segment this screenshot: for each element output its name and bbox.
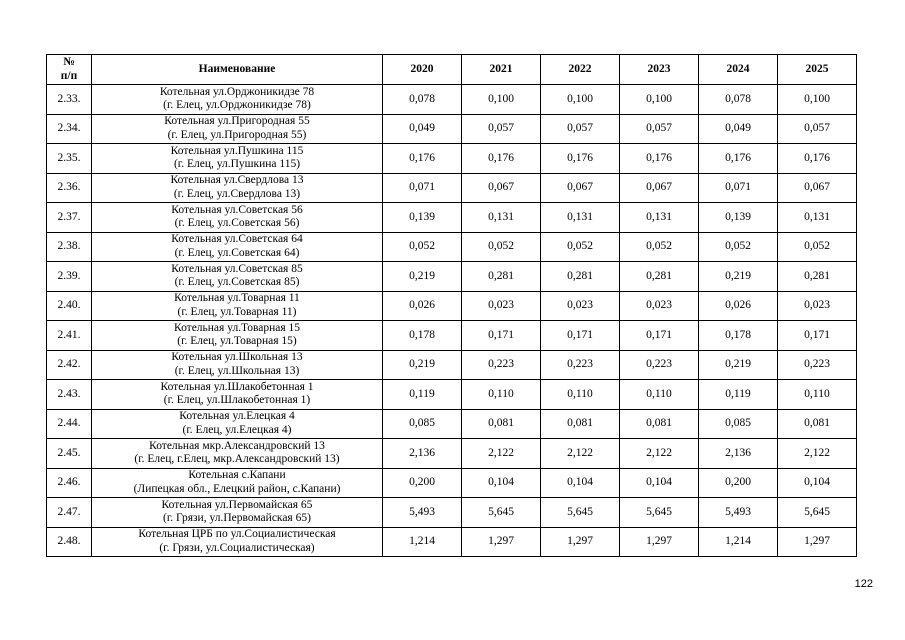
row-value-2024: 0,026 xyxy=(699,291,778,321)
table-row xyxy=(47,380,857,410)
row-value-2022: 0,052 xyxy=(541,232,620,262)
row-value-2024: 0,085 xyxy=(699,409,778,439)
row-value-2024: 0,176 xyxy=(699,144,778,174)
row-value-2023: 0,057 xyxy=(620,114,699,144)
row-name-address: (г. Елец, ул.Школьная 13) xyxy=(174,364,300,377)
row-name-address: (г. Грязи, ул.Социалистическая) xyxy=(159,541,315,554)
row-number: 2.44. xyxy=(47,409,92,439)
table-row xyxy=(47,350,857,380)
row-value-2020: 0,176 xyxy=(383,144,462,174)
row-value-2022: 5,645 xyxy=(541,498,620,528)
row-value-2021: 0,223 xyxy=(462,350,541,380)
header-year-2021: 2021 xyxy=(462,55,541,85)
row-value-2022: 0,176 xyxy=(541,144,620,174)
row-value-2020: 0,085 xyxy=(383,409,462,439)
row-value-2025: 0,081 xyxy=(778,409,857,439)
row-value-2023: 0,104 xyxy=(620,468,699,498)
row-name-title: Котельная ул.Товарная 15 xyxy=(173,321,301,334)
row-name-title: Котельная мкр.Александровский 13 xyxy=(149,439,325,452)
row-name xyxy=(92,85,383,115)
row-value-2021: 0,057 xyxy=(462,114,541,144)
table-row xyxy=(47,173,857,203)
row-value-2024: 0,139 xyxy=(699,203,778,233)
row-value-2024: 0,219 xyxy=(699,262,778,292)
row-value-2025: 0,131 xyxy=(778,203,857,233)
row-value-2025: 0,110 xyxy=(778,380,857,410)
row-name-title: Котельная ул.Советская 64 xyxy=(171,233,303,246)
row-name xyxy=(92,350,383,380)
row-name-title: Котельная ул.Советская 56 xyxy=(171,203,303,216)
row-value-2021: 0,131 xyxy=(462,203,541,233)
row-name xyxy=(92,232,383,262)
header-row xyxy=(47,55,857,85)
row-name-title: Котельная ул.Свердлова 13 xyxy=(170,174,304,187)
table-row xyxy=(47,321,857,351)
row-value-2024: 0,119 xyxy=(699,380,778,410)
row-value-2020: 0,026 xyxy=(383,291,462,321)
row-name-title: Котельная ул.Елецкая 4 xyxy=(179,410,295,423)
row-value-2025: 0,052 xyxy=(778,232,857,262)
row-name-address: (г. Елец, ул.Советская 85) xyxy=(174,276,300,289)
table-row xyxy=(47,468,857,498)
row-name-address: (г. Елец, ул.Елецкая 4) xyxy=(182,423,292,436)
row-value-2023: 0,223 xyxy=(620,350,699,380)
row-value-2020: 0,219 xyxy=(383,350,462,380)
row-value-2024: 0,049 xyxy=(699,114,778,144)
header-year-2022: 2022 xyxy=(541,55,620,85)
table-row xyxy=(47,291,857,321)
heat-load-table xyxy=(46,54,857,557)
row-value-2021: 0,171 xyxy=(462,321,541,351)
row-name xyxy=(92,439,383,469)
row-value-2020: 0,071 xyxy=(383,173,462,203)
row-name-address: (г. Елец, ул.Товарная 11) xyxy=(177,305,297,318)
row-value-2023: 2,122 xyxy=(620,439,699,469)
row-name-address: (г. Елец, ул.Орджоникидзе 78) xyxy=(163,99,311,112)
row-value-2025: 2,122 xyxy=(778,439,857,469)
row-name-title: Котельная ул.Советская 85 xyxy=(171,262,303,275)
row-value-2022: 0,067 xyxy=(541,173,620,203)
row-value-2025: 0,057 xyxy=(778,114,857,144)
row-name-title: Котельная ул.Орджоникидзе 78 xyxy=(159,85,315,98)
row-value-2024: 1,214 xyxy=(699,527,778,557)
row-value-2023: 0,110 xyxy=(620,380,699,410)
row-value-2023: 0,052 xyxy=(620,232,699,262)
table-row xyxy=(47,85,857,115)
row-name-address: (г. Елец, г.Елец, мкр.Александровский 13) xyxy=(134,453,340,466)
row-number: 2.47. xyxy=(47,498,92,528)
row-name-title: Котельная ул.Школьная 13 xyxy=(171,351,303,364)
row-value-2023: 0,081 xyxy=(620,409,699,439)
row-name-address: (г. Грязи, ул.Первомайская 65) xyxy=(163,512,311,525)
row-number: 2.45. xyxy=(47,439,92,469)
row-value-2024: 0,178 xyxy=(699,321,778,351)
row-value-2025: 0,176 xyxy=(778,144,857,174)
row-value-2020: 0,078 xyxy=(383,85,462,115)
table-row xyxy=(47,144,857,174)
row-value-2025: 0,223 xyxy=(778,350,857,380)
row-value-2021: 0,100 xyxy=(462,85,541,115)
row-name-title: Котельная ул.Пригородная 55 xyxy=(164,115,310,128)
row-value-2025: 0,171 xyxy=(778,321,857,351)
row-number: 2.39. xyxy=(47,262,92,292)
row-value-2021: 0,281 xyxy=(462,262,541,292)
row-value-2020: 5,493 xyxy=(383,498,462,528)
row-name xyxy=(92,173,383,203)
table-row xyxy=(47,498,857,528)
row-value-2024: 0,071 xyxy=(699,173,778,203)
row-value-2023: 0,067 xyxy=(620,173,699,203)
row-name xyxy=(92,498,383,528)
header-number-abbr: п/п xyxy=(60,69,78,82)
header-number xyxy=(47,55,92,85)
row-value-2022: 0,223 xyxy=(541,350,620,380)
row-value-2022: 0,281 xyxy=(541,262,620,292)
row-name-address: (г. Елец, ул.Советская 56) xyxy=(174,217,300,230)
row-name xyxy=(92,262,383,292)
row-value-2024: 5,493 xyxy=(699,498,778,528)
table-body xyxy=(47,85,857,557)
page-number: 122 xyxy=(854,578,873,590)
row-value-2024: 0,078 xyxy=(699,85,778,115)
row-value-2025: 0,100 xyxy=(778,85,857,115)
row-name-title: Котельная ул.Пушкина 115 xyxy=(170,144,304,157)
row-value-2021: 5,645 xyxy=(462,498,541,528)
table-row xyxy=(47,203,857,233)
header-name: Наименование xyxy=(92,55,383,85)
table-row xyxy=(47,232,857,262)
row-value-2020: 0,139 xyxy=(383,203,462,233)
row-value-2021: 0,052 xyxy=(462,232,541,262)
row-value-2025: 1,297 xyxy=(778,527,857,557)
row-name xyxy=(92,203,383,233)
row-value-2021: 0,104 xyxy=(462,468,541,498)
row-name xyxy=(92,527,383,557)
row-value-2025: 0,023 xyxy=(778,291,857,321)
row-value-2024: 2,136 xyxy=(699,439,778,469)
row-value-2021: 0,067 xyxy=(462,173,541,203)
row-value-2023: 0,171 xyxy=(620,321,699,351)
header-number-symbol: № xyxy=(63,56,75,68)
row-value-2021: 2,122 xyxy=(462,439,541,469)
row-value-2024: 0,200 xyxy=(699,468,778,498)
row-value-2023: 0,281 xyxy=(620,262,699,292)
row-name-address: (г. Елец, ул.Свердлова 13) xyxy=(173,187,301,200)
row-value-2020: 0,200 xyxy=(383,468,462,498)
row-value-2025: 0,281 xyxy=(778,262,857,292)
row-name xyxy=(92,291,383,321)
row-name-title: Котельная ул.Шлакобетонная 1 xyxy=(160,380,314,393)
row-name xyxy=(92,321,383,351)
row-value-2020: 2,136 xyxy=(383,439,462,469)
row-name-address: (г. Елец, ул.Шлакобетонная 1) xyxy=(163,394,311,407)
row-value-2022: 0,110 xyxy=(541,380,620,410)
row-name xyxy=(92,114,383,144)
row-name-address: (г. Елец, ул.Пригородная 55) xyxy=(167,128,307,141)
row-number: 2.38. xyxy=(47,232,92,262)
row-name-address: (г. Елец, ул.Советская 64) xyxy=(174,246,300,259)
row-value-2020: 0,219 xyxy=(383,262,462,292)
row-value-2020: 0,049 xyxy=(383,114,462,144)
row-value-2022: 0,057 xyxy=(541,114,620,144)
row-number: 2.35. xyxy=(47,144,92,174)
row-value-2022: 0,081 xyxy=(541,409,620,439)
row-value-2021: 0,081 xyxy=(462,409,541,439)
table-row xyxy=(47,262,857,292)
row-number: 2.33. xyxy=(47,85,92,115)
row-value-2022: 0,104 xyxy=(541,468,620,498)
row-value-2023: 0,131 xyxy=(620,203,699,233)
row-number: 2.46. xyxy=(47,468,92,498)
row-value-2022: 1,297 xyxy=(541,527,620,557)
row-name xyxy=(92,468,383,498)
row-value-2023: 0,176 xyxy=(620,144,699,174)
row-number: 2.36. xyxy=(47,173,92,203)
header-year-2025: 2025 xyxy=(778,55,857,85)
row-name-title: Котельная ул.Товарная 11 xyxy=(174,292,300,305)
header-year-2024: 2024 xyxy=(699,55,778,85)
row-value-2025: 0,104 xyxy=(778,468,857,498)
row-number: 2.43. xyxy=(47,380,92,410)
table-row xyxy=(47,439,857,469)
row-number: 2.42. xyxy=(47,350,92,380)
row-name-address: (г. Елец, ул.Товарная 15) xyxy=(177,335,297,348)
row-number: 2.40. xyxy=(47,291,92,321)
row-name xyxy=(92,144,383,174)
row-number: 2.41. xyxy=(47,321,92,351)
row-value-2023: 0,023 xyxy=(620,291,699,321)
header-year-2023: 2023 xyxy=(620,55,699,85)
row-value-2024: 0,219 xyxy=(699,350,778,380)
row-value-2022: 0,100 xyxy=(541,85,620,115)
row-name xyxy=(92,409,383,439)
row-name-title: Котельная ЦРБ по ул.Социалистическая xyxy=(138,528,336,541)
row-number: 2.34. xyxy=(47,114,92,144)
row-name-title: Котельная ул.Первомайская 65 xyxy=(161,498,313,511)
row-value-2022: 0,023 xyxy=(541,291,620,321)
row-value-2023: 0,100 xyxy=(620,85,699,115)
row-value-2021: 0,023 xyxy=(462,291,541,321)
row-name-title: Котельная с.Капани xyxy=(188,469,286,482)
row-name-address: (г. Елец, ул.Пушкина 115) xyxy=(173,158,301,171)
row-value-2021: 1,297 xyxy=(462,527,541,557)
header-year-2020: 2020 xyxy=(383,55,462,85)
row-value-2020: 0,052 xyxy=(383,232,462,262)
row-number: 2.37. xyxy=(47,203,92,233)
table-row xyxy=(47,114,857,144)
row-value-2020: 0,119 xyxy=(383,380,462,410)
row-value-2021: 0,176 xyxy=(462,144,541,174)
row-value-2024: 0,052 xyxy=(699,232,778,262)
row-value-2025: 5,645 xyxy=(778,498,857,528)
row-value-2025: 0,067 xyxy=(778,173,857,203)
row-name-address: (Липецкая обл., Елецкий район, с.Капани) xyxy=(133,482,341,495)
row-value-2022: 2,122 xyxy=(541,439,620,469)
row-value-2022: 0,171 xyxy=(541,321,620,351)
row-value-2023: 1,297 xyxy=(620,527,699,557)
row-value-2022: 0,131 xyxy=(541,203,620,233)
row-number: 2.48. xyxy=(47,527,92,557)
row-value-2021: 0,110 xyxy=(462,380,541,410)
row-value-2020: 0,178 xyxy=(383,321,462,351)
row-value-2020: 1,214 xyxy=(383,527,462,557)
row-name xyxy=(92,380,383,410)
row-value-2023: 5,645 xyxy=(620,498,699,528)
table-row xyxy=(47,527,857,557)
table-row xyxy=(47,409,857,439)
